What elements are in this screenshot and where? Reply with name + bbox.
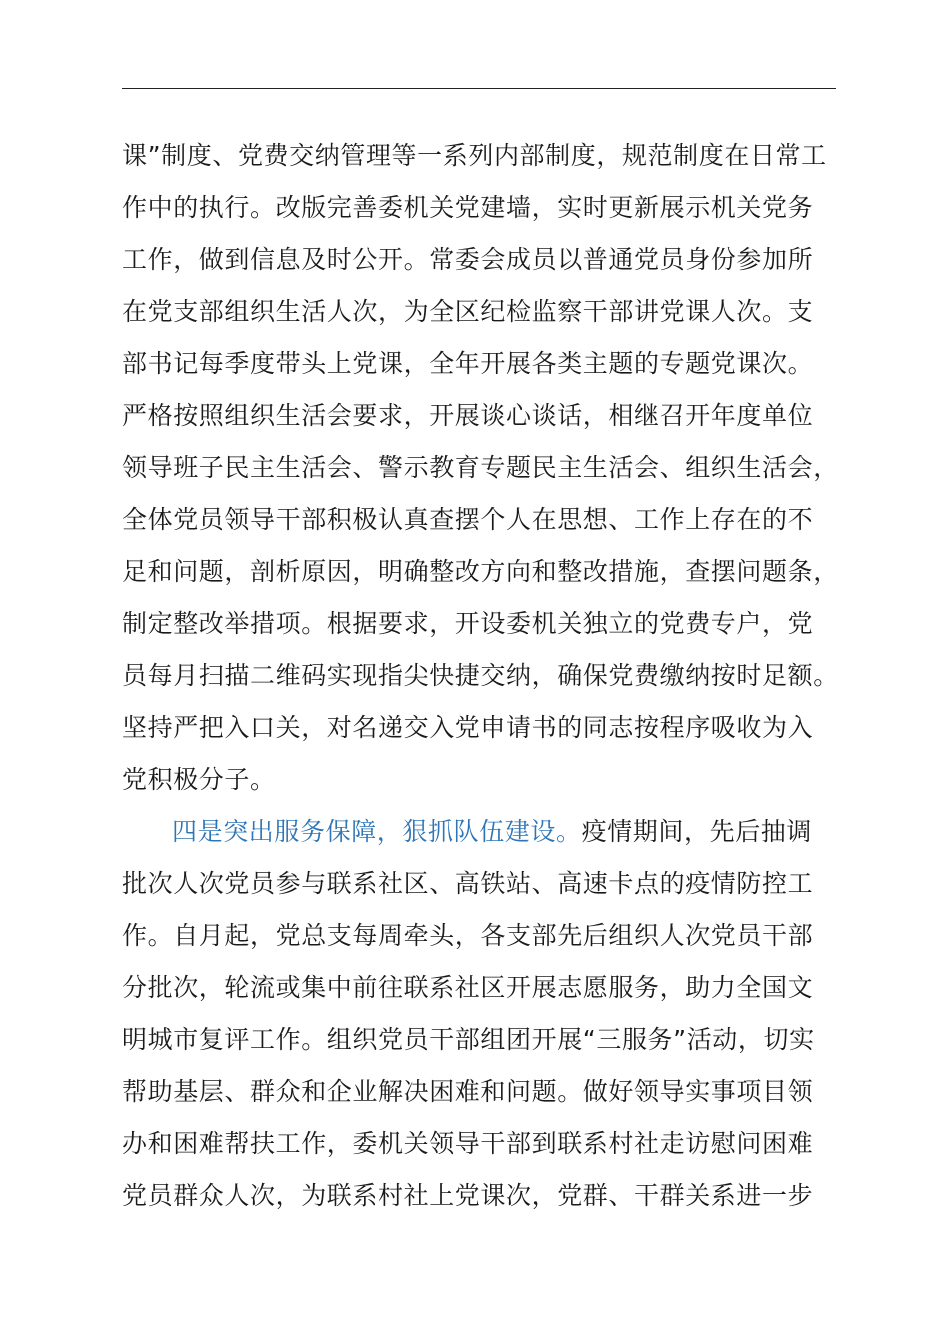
paragraph-1: [122, 130, 862, 806]
paragraph-1-line: 严格按照组织生活会要求，开展谈心谈话，相继召开年度单位: [122, 401, 814, 430]
paragraph-1-line: 坚持严把入口关，对名递交入党申请书的同志按程序吸收为入: [122, 713, 814, 742]
paragraph-2-line: 办和困难帮扶工作，委机关领导干部到联系村社走访慰问困难: [122, 1129, 814, 1158]
paragraph-1-line: 全体党员领导干部积极认真查摆个人在思想、工作上存在的不: [122, 505, 814, 534]
paragraph-1-line: 在党支部组织生活人次，为全区纪检监察干部讲党课人次。支: [122, 297, 814, 326]
paragraph-1-line: 部书记每季度带头上党课，全年开展各类主题的专题党课次。: [122, 349, 814, 378]
paragraph-2-line: 党员群众人次，为联系村社上党课次，党群、干群关系进一步: [122, 1181, 814, 1210]
paragraph-2-line: 作。自月起，党总支每周牵头，各支部先后组织人次党员干部: [122, 921, 814, 950]
document-body: [122, 130, 862, 1222]
paragraph-2-line: 明城市复评工作。组织党员干部组团开展“三服务”活动，切实: [122, 1025, 815, 1054]
paragraph-2-line: 批次人次党员参与联系社区、高铁站、高速卡点的疫情防控工: [122, 869, 814, 898]
paragraph-2-line: 分批次，轮流或集中前往联系社区开展志愿服务，助力全国文: [122, 973, 814, 1002]
paragraph-1-line: 员每月扫描二维码实现指尖快捷交纳，确保党费缴纳按时足额。: [122, 661, 839, 690]
paragraph-1-line: 足和问题，剖析原因，明确整改方向和整改措施，查摆问题条，: [122, 557, 839, 586]
section-heading: 四是突出服务保障，狠抓队伍建设。: [172, 817, 582, 846]
paragraph-2-first-line: [122, 806, 862, 858]
paragraph-1-line: 作中的执行。改版完善委机关党建墙，实时更新展示机关党务: [122, 193, 814, 222]
paragraph-1-line: 工作，做到信息及时公开。常委会成员以普通党员身份参加所: [122, 245, 814, 274]
paragraph-2: [122, 806, 862, 1222]
paragraph-2-first-line-text: 疫情期间，先后抽调: [581, 817, 813, 846]
paragraph-1-line: 党积极分子。: [122, 765, 276, 794]
paragraph-2-line: 帮助基层、群众和企业解决困难和问题。做好领导实事项目领: [122, 1077, 814, 1106]
paragraph-1-line: 领导班子民主生活会、警示教育专题民主生活会、组织生活会，: [122, 453, 839, 482]
paragraph-1-line: 制定整改举措项。根据要求，开设委机关独立的党费专户，党: [122, 609, 814, 638]
paragraph-1-line: 课”制度、党费交纳管理等一系列内部制度，规范制度在日常工: [122, 141, 827, 170]
header-rule: [122, 88, 836, 89]
